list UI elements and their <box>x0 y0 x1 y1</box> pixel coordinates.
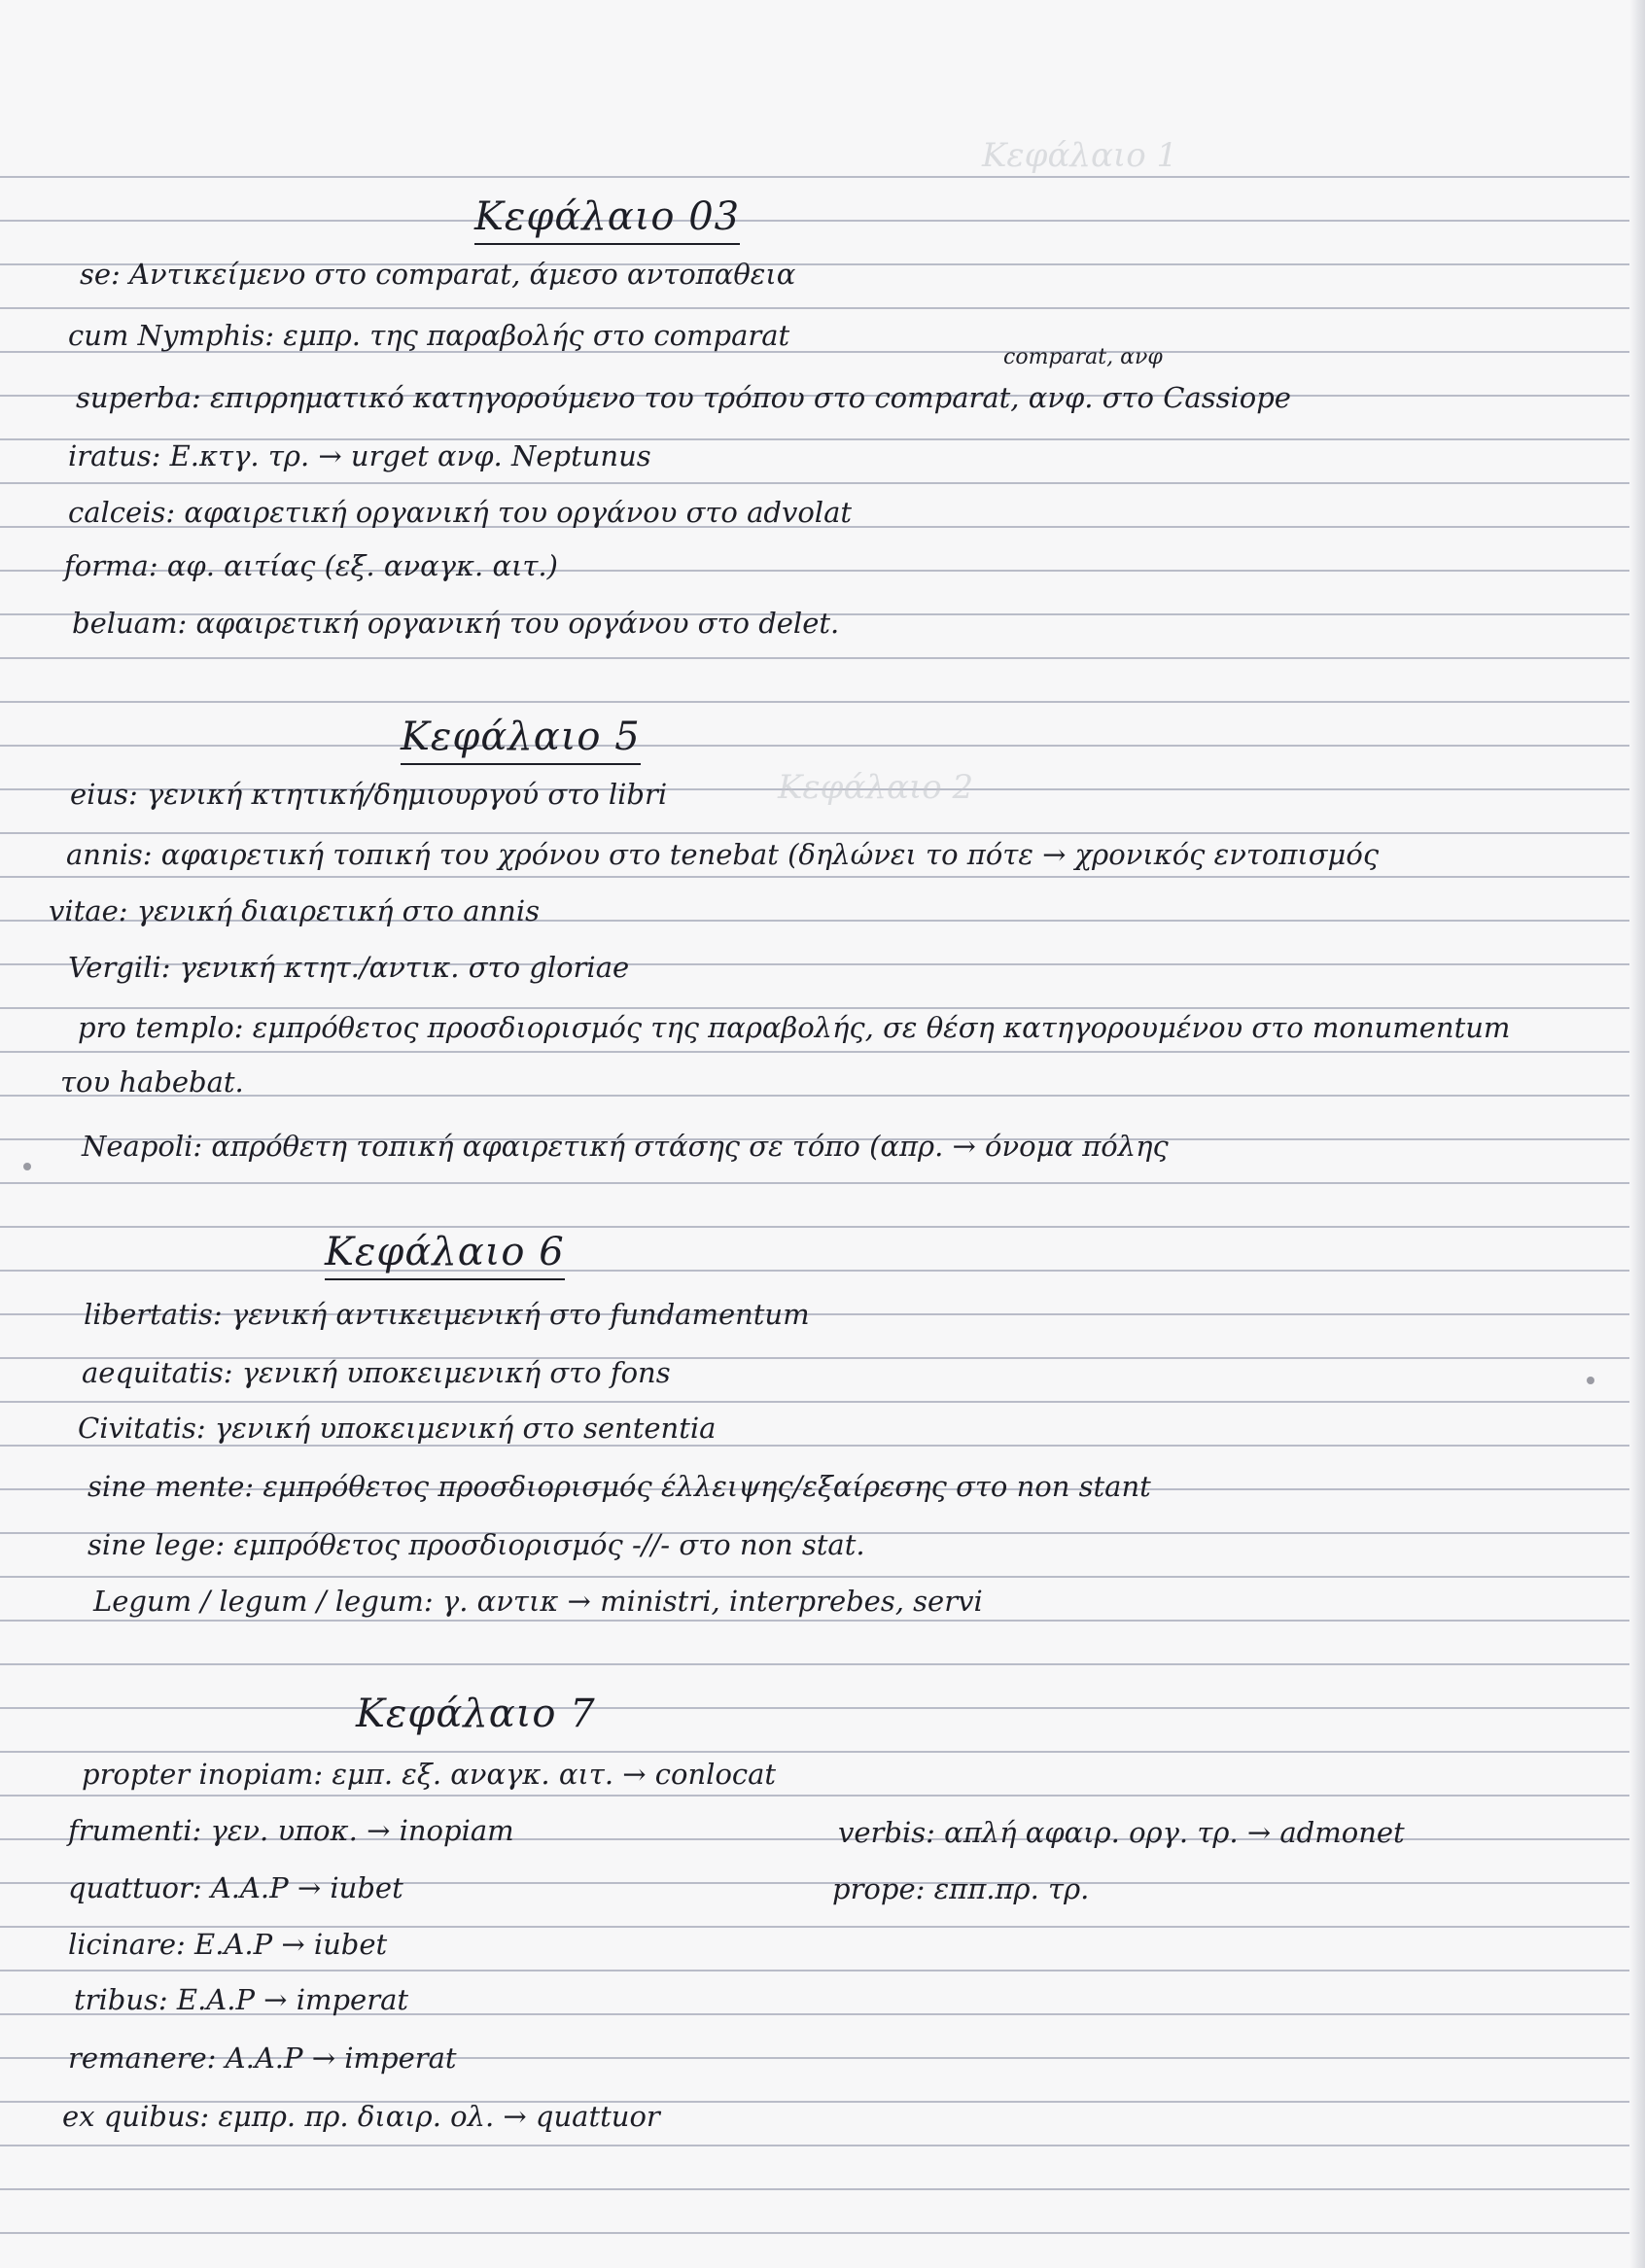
note-line: aequitatis: γενική υποκειμενική στο fons <box>82 1356 671 1389</box>
note-line: annis: αφαιρετική τοπική του χρόνου στο tenebat (δηλώνει το πότε → χρονικός εντοπισμός <box>66 838 1380 871</box>
note-line: beluam: αφαιρετική οργανική του οργάνου στο delet. <box>72 607 840 640</box>
page-edge <box>1629 0 1645 2268</box>
note-line: licinare: Ε.Α.Ρ → iubet <box>68 1928 388 1961</box>
page-mark <box>1587 1377 1594 1384</box>
note-line: vitae: γενική διαιρετική στο annis <box>49 894 540 927</box>
note-line: remanere: Α.Α.Ρ → imperat <box>68 2041 457 2075</box>
note-line: se: Αντικείμενο στο comparat, άμεσο αντοπαθεια <box>80 258 796 291</box>
chapter-6-heading: Κεφάλαιο 6 <box>325 1230 565 1280</box>
chapter-7-heading: Κεφάλαιο 7 <box>356 1692 596 1736</box>
page-mark <box>23 1163 31 1170</box>
chapter-5-heading: Κεφάλαιο 5 <box>401 715 641 765</box>
note-line: Neapoli: απρόθετη τοπική αφαιρετική στάσης σε τόπο (απρ. → όνομα πόλης <box>82 1130 1169 1163</box>
note-line: superba: επιρρηματικό κατηγορούμενο του τρόπου στο comparat, ανφ. στο Cassiope <box>76 381 1291 414</box>
note-line: Legum / legum / legum: γ. αντικ → ministri, interprebes, servi <box>93 1585 983 1618</box>
note-line: iratus: Ε.κτγ. τρ. → urget ανφ. Neptunus <box>68 439 651 472</box>
note-line: Civitatis: γενική υποκειμενική στο sententia <box>78 1412 717 1445</box>
note-line: tribus: Ε.Α.Ρ → imperat <box>74 1983 409 2016</box>
note-line: cum Nymphis: εμπρ. της παραβολής στο comparat <box>68 319 790 352</box>
chapter-03-heading: Κεφάλαιο 03 <box>474 194 740 245</box>
note-line: frumenti: γεν. υποκ. → inopiam <box>68 1814 514 1847</box>
note-line: prope: εππ.πρ. τρ. <box>832 1872 1090 1905</box>
page-top-margin <box>0 0 1645 134</box>
bleed-through-heading: Κεφάλαιο 2 <box>778 768 974 807</box>
bleed-through-heading: Κεφάλαιο 1 <box>982 136 1178 175</box>
note-line: propter inopiam: εμπ. εξ. αναγκ. αιτ. → conlocat <box>82 1758 777 1791</box>
note-line: ex quibus: εμπρ. πρ. διαιρ. ολ. → quattuor <box>62 2100 660 2133</box>
note-line: calceis: αφαιρετική οργανική του οργάνου στο advolat <box>68 496 853 529</box>
note-line: Vergili: γενική κτητ./αντικ. στο gloriae <box>68 951 630 984</box>
note-line: sine mente: εμπρόθετος προσδιορισμός έλλειψης/εξαίρεσης στο non stant <box>88 1470 1151 1503</box>
note-line: verbis: απλή αφαιρ. οργ. τρ. → admonet <box>838 1816 1405 1849</box>
note-line: libertatis: γενική αντικειμενική στο fundamentum <box>84 1298 810 1331</box>
note-line: του habebat. <box>60 1065 244 1099</box>
note-line: sine lege: εμπρόθετος προσδιορισμός -//- στο non stat. <box>88 1528 865 1561</box>
superscript-note: comparat, ανφ <box>1003 345 1163 369</box>
note-line: forma: αφ. αιτίας (εξ. αναγκ. αιτ.) <box>64 549 558 582</box>
note-line: quattuor: Α.Α.Ρ → iubet <box>68 1871 403 1904</box>
note-line: pro templo: εμπρόθετος προσδιορισμός της παραβολής, σε θέση κατηγορουμένου στο monumentum <box>78 1011 1511 1044</box>
note-line: eius: γενική κτητική/δημιουργού στο libri <box>70 778 668 811</box>
